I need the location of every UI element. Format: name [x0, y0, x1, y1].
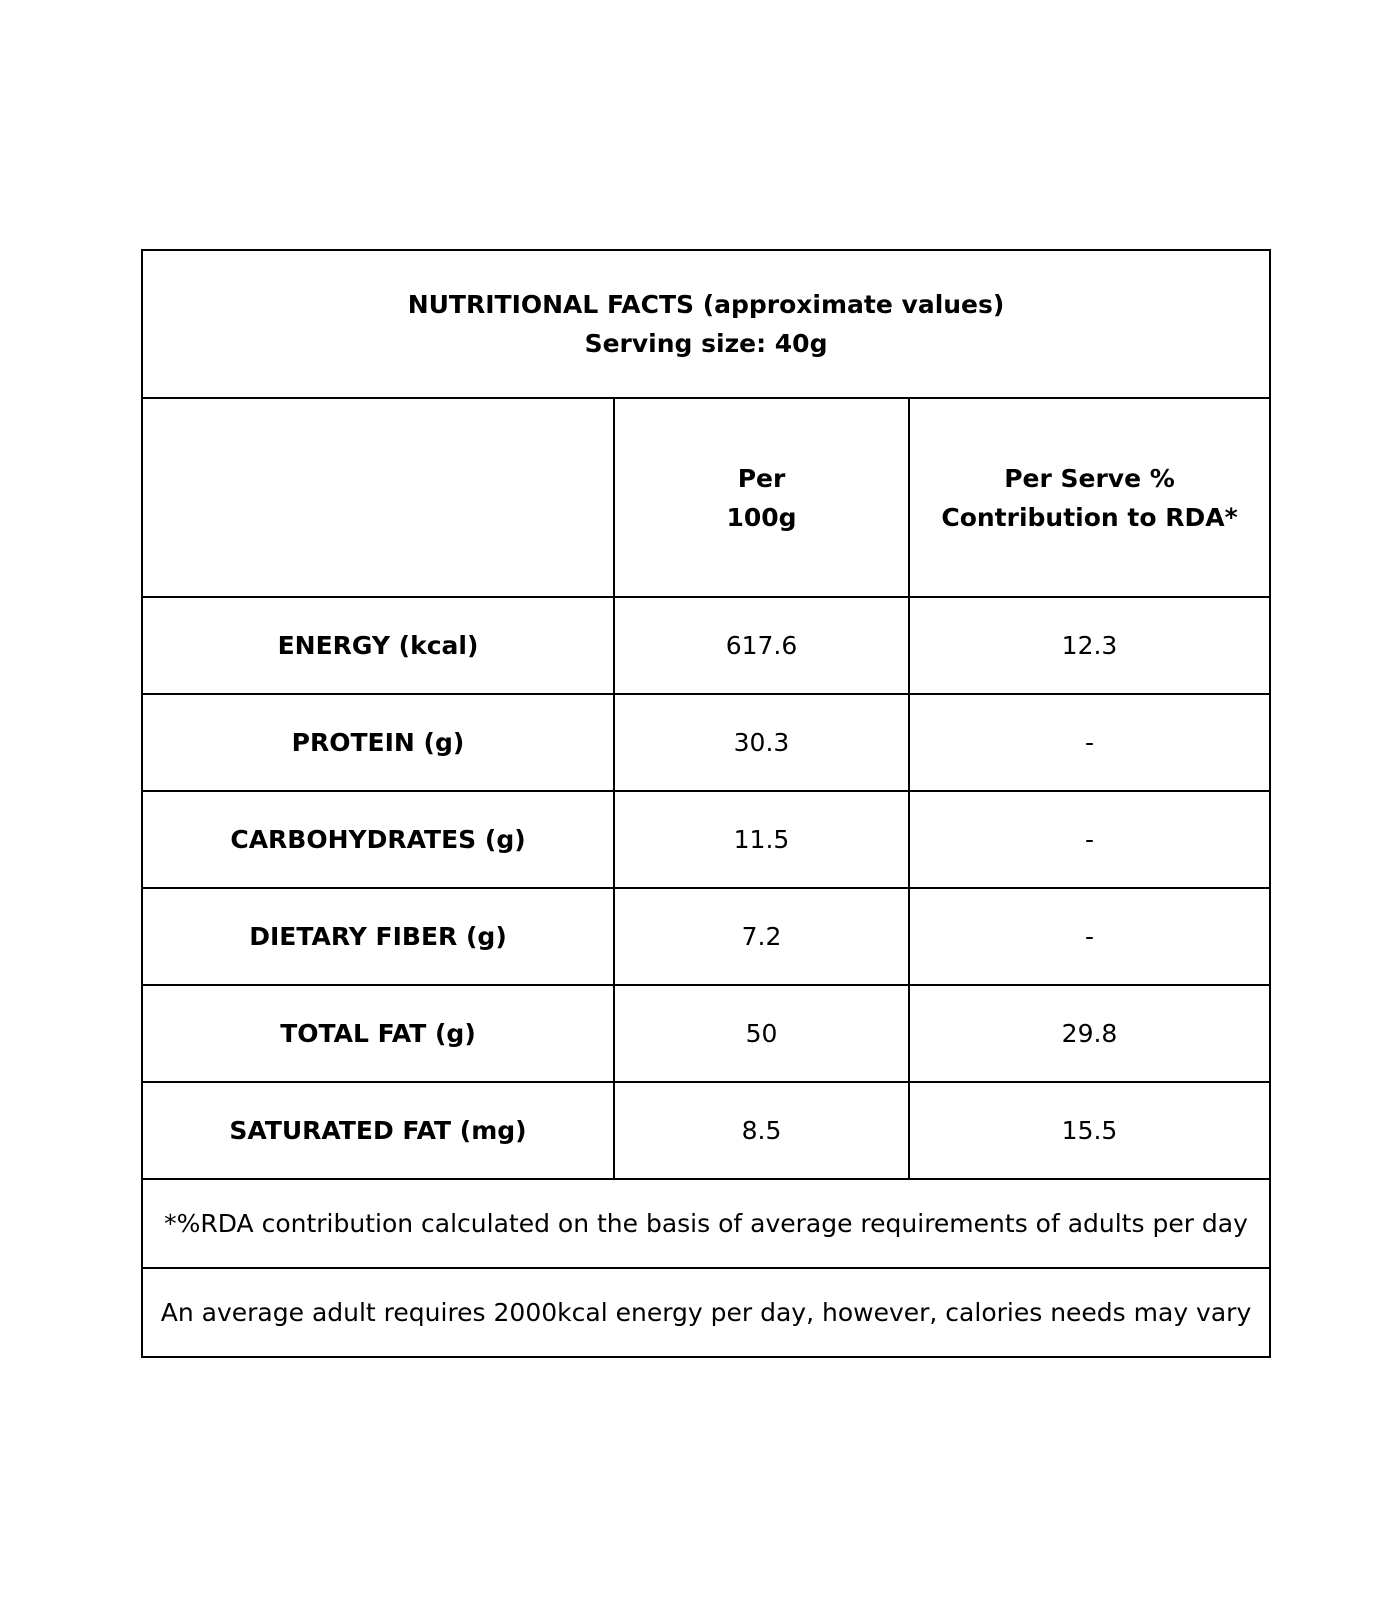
column-header-row	[142, 398, 1270, 597]
energy-note-row	[142, 1268, 1270, 1357]
nutrient-name: PROTEIN (g)	[142, 694, 614, 791]
rda-value: -	[909, 888, 1270, 985]
table-row	[142, 791, 1270, 888]
energy-note: An average adult requires 2000kcal energy per day, however, calories needs may vary	[142, 1268, 1270, 1357]
header-per100-line2: 100g	[726, 502, 797, 532]
header-cell-empty	[142, 398, 614, 597]
header-cell-per100	[614, 398, 909, 597]
table-row	[142, 1082, 1270, 1179]
nutrient-name: ENERGY (kcal)	[142, 597, 614, 694]
header-rda-line2: Contribution to RDA*	[941, 502, 1238, 532]
header-per100-line1: Per	[737, 463, 786, 493]
nutrient-name: SATURATED FAT (mg)	[142, 1082, 614, 1179]
per100-value: 50	[614, 985, 909, 1082]
rda-note: *%RDA contribution calculated on the basis of average requirements of adults per day	[142, 1179, 1270, 1268]
table-row	[142, 888, 1270, 985]
rda-value: 29.8	[909, 985, 1270, 1082]
per100-value: 30.3	[614, 694, 909, 791]
nutrition-facts-table	[141, 249, 1271, 1358]
table-title: NUTRITIONAL FACTS (approximate values)	[407, 290, 1005, 319]
table-row	[142, 985, 1270, 1082]
table-row	[142, 694, 1270, 791]
rda-note-row	[142, 1179, 1270, 1268]
rda-value: -	[909, 791, 1270, 888]
table-title-row	[142, 250, 1270, 398]
nutrient-name: DIETARY FIBER (g)	[142, 888, 614, 985]
per100-value: 8.5	[614, 1082, 909, 1179]
per100-value: 11.5	[614, 791, 909, 888]
nutrient-name: TOTAL FAT (g)	[142, 985, 614, 1082]
per100-value: 7.2	[614, 888, 909, 985]
serving-size: Serving size: 40g	[584, 329, 828, 358]
table-row	[142, 597, 1270, 694]
rda-value: -	[909, 694, 1270, 791]
header-rda-line1: Per Serve %	[1004, 463, 1175, 493]
nutrient-name: CARBOHYDRATES (g)	[142, 791, 614, 888]
rda-value: 12.3	[909, 597, 1270, 694]
header-cell-rda	[909, 398, 1270, 597]
rda-value: 15.5	[909, 1082, 1270, 1179]
table-title-cell	[142, 250, 1270, 398]
per100-value: 617.6	[614, 597, 909, 694]
